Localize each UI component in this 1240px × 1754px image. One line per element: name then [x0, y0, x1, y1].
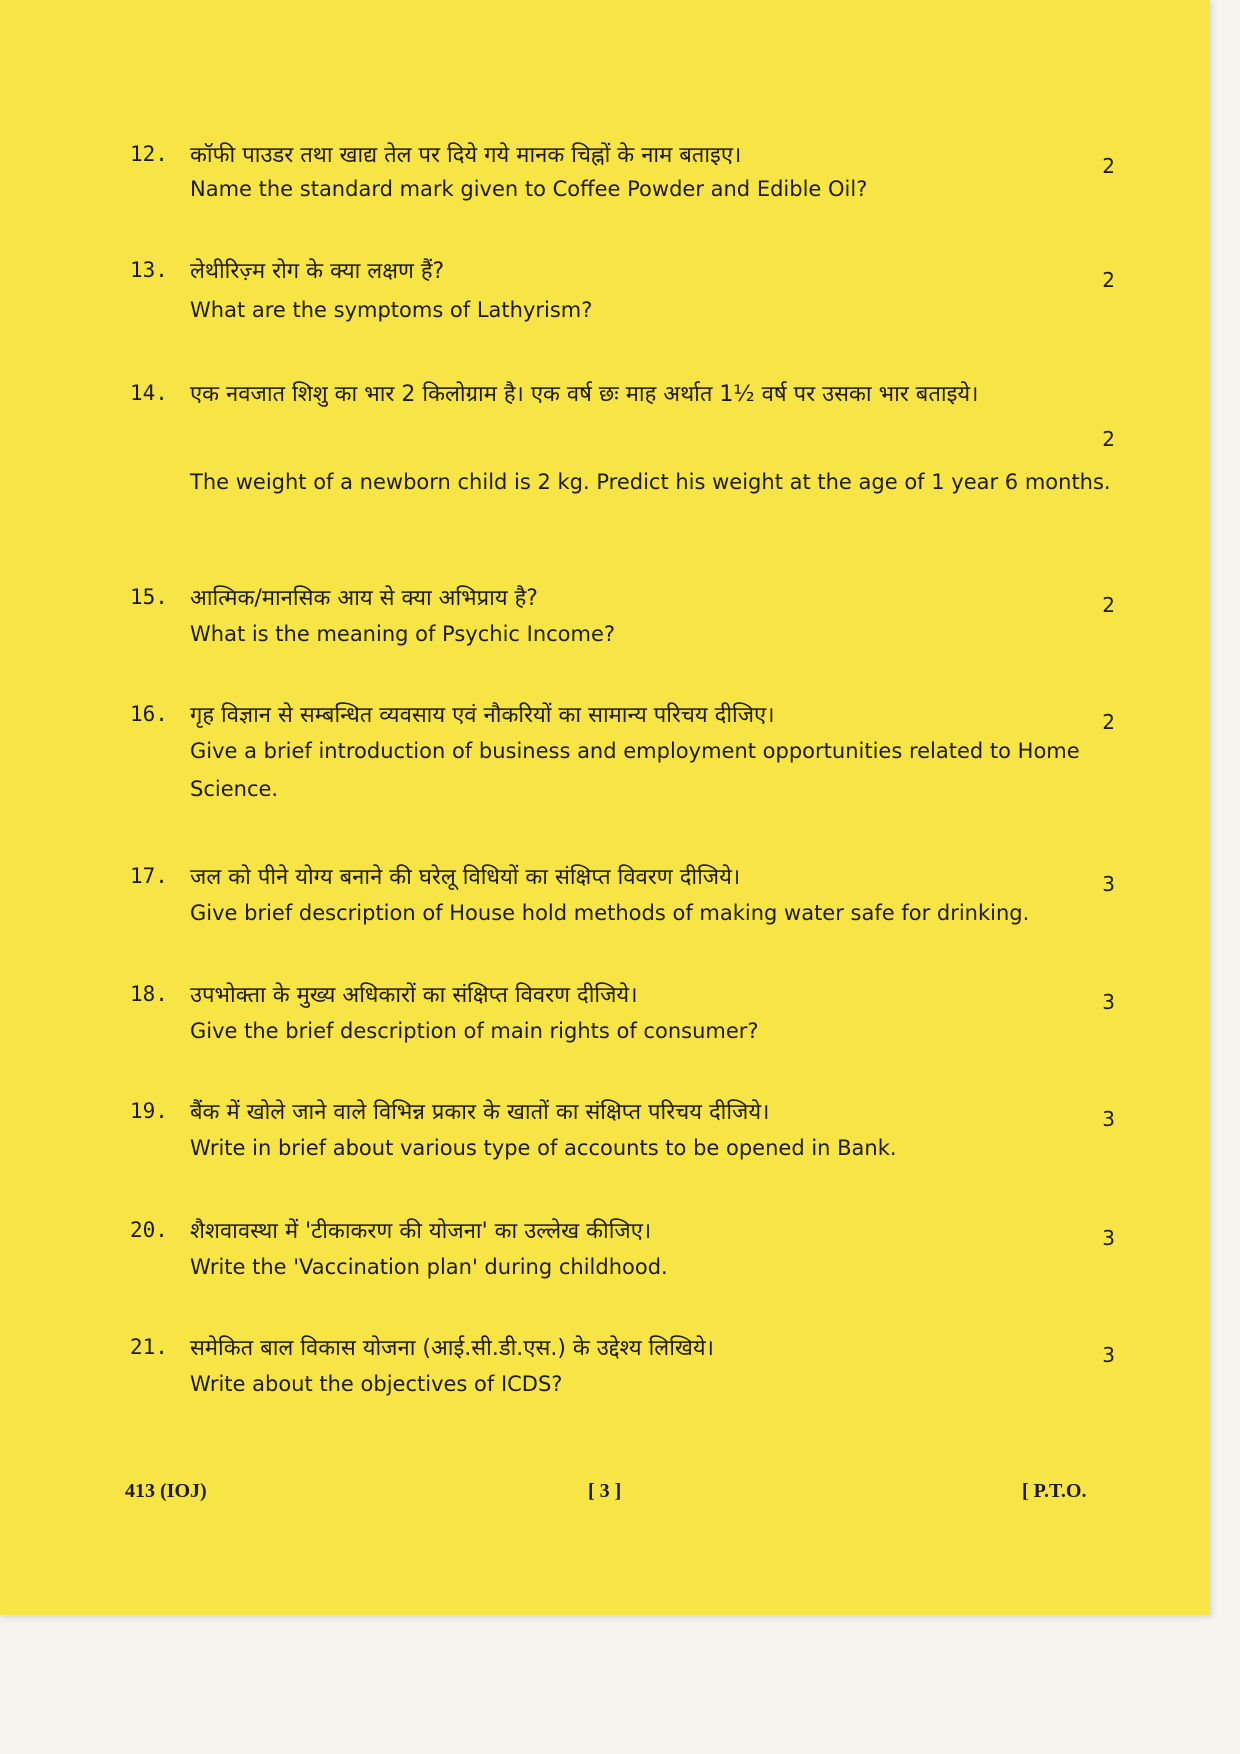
question-marks: 2	[1102, 154, 1115, 178]
question-english: Give brief description of House hold methods of making water safe for drinking.	[190, 901, 1030, 925]
question-english: Give the brief description of main rights of consumer?	[190, 1019, 759, 1043]
question-marks: 2	[1102, 427, 1115, 451]
question-hindi: उपभोक्ता के मुख्य अधिकारों का संक्षिप्त विवरण दीजिये।	[190, 983, 638, 1008]
question-number: 18.	[130, 982, 168, 1006]
question-hindi: शैशवावस्था में 'टीकाकरण की योजना' का उल्लेख कीजिए।	[190, 1219, 652, 1244]
question-english: Write about the objectives of ICDS?	[190, 1372, 563, 1396]
question-hindi: लेथीरिज़्म रोग के क्या लक्षण हैं?	[190, 259, 445, 284]
question-marks: 2	[1102, 710, 1115, 734]
question-marks: 3	[1102, 872, 1115, 896]
question-number: 19.	[130, 1099, 168, 1123]
question-marks: 3	[1102, 1107, 1115, 1131]
question-marks: 2	[1102, 593, 1115, 617]
question-number: 12.	[130, 142, 168, 166]
question-number: 16.	[130, 702, 168, 726]
question-hindi: कॉफी पाउडर तथा खाद्य तेल पर दिये गये मानक चिह्नों के नाम बताइए।	[190, 143, 742, 168]
question-marks: 3	[1102, 990, 1115, 1014]
paper-code: 413 (IOJ)	[125, 1480, 207, 1502]
question-hindi: समेकित बाल विकास योजना (आई.सी.डी.एस.) के उद्देश्य लिखिये।	[190, 1336, 714, 1361]
question-hindi: आत्मिक/मानसिक आय से क्या अभिप्राय है?	[190, 586, 538, 611]
question-marks: 2	[1102, 268, 1115, 292]
question-english: The weight of a newborn child is 2 kg. Predict his weight at the age of 1 year 6 months.	[190, 470, 1111, 494]
question-english: Name the standard mark given to Coffee Powder and Edible Oil?	[190, 177, 868, 201]
question-number: 20.	[130, 1218, 168, 1242]
question-number: 15.	[130, 585, 168, 609]
question-hindi: जल को पीने योग्य बनाने की घरेलू विधियों का संक्षिप्त विवरण दीजिये।	[190, 865, 741, 890]
question-hindi: एक नवजात शिशु का भार 2 किलोग्राम है। एक वर्ष छः माह अर्थात 1½ वर्ष पर उसका भार बताइये।	[190, 382, 979, 407]
question-number: 14.	[130, 381, 168, 405]
question-hindi: बैंक में खोले जाने वाले विभिन्न प्रकार के खातों का संक्षिप्त परिचय दीजिये।	[190, 1100, 770, 1125]
question-number: 13.	[130, 258, 168, 282]
question-english: Write in brief about various type of accounts to be opened in Bank.	[190, 1136, 897, 1160]
question-marks: 3	[1102, 1226, 1115, 1250]
question-english: Write the 'Vaccination plan' during childhood.	[190, 1255, 668, 1279]
question-english: What are the symptoms of Lathyrism?	[190, 298, 593, 322]
question-english: What is the meaning of Psychic Income?	[190, 622, 616, 646]
page-number: [ 3 ]	[588, 1480, 622, 1502]
question-marks: 3	[1102, 1343, 1115, 1367]
question-english: Give a brief introduction of business and employment opportunities related to Home Science.	[190, 739, 1080, 801]
question-number: 17.	[130, 864, 168, 888]
question-number: 21.	[130, 1335, 168, 1359]
question-hindi: गृह विज्ञान से सम्बन्धित व्यवसाय एवं नौकरियों का सामान्य परिचय दीजिए।	[190, 703, 775, 728]
please-turn-over: [ P.T.O.	[1022, 1480, 1087, 1502]
